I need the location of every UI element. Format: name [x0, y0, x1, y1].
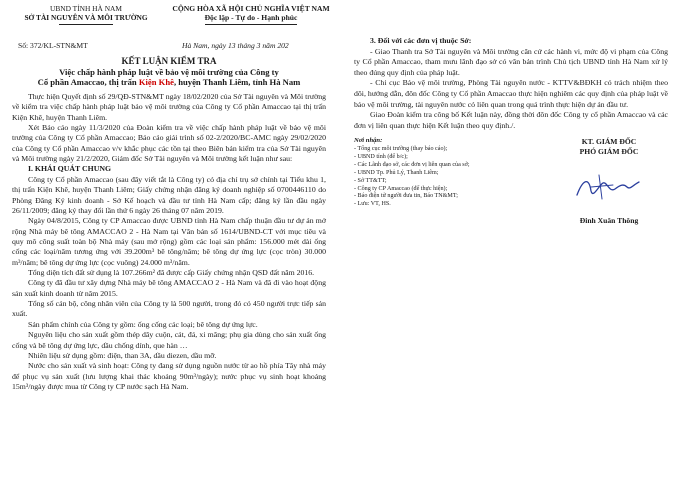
document-date: Hà Nam, ngày 13 tháng 3 năm 202	[182, 41, 289, 50]
signer-name: Đinh Xuân Thông	[579, 215, 639, 225]
recipient-item: - Các Lãnh đạo sở, các đơn vị liên quan của sở;	[354, 161, 470, 168]
document-meta	[12, 40, 326, 54]
paragraph: Giao Đoàn kiểm tra công bố Kết luận này, đồng thời đôn đốc Công ty cổ phần Amaccao và các đơn vị liên quan thực hiện Kết luận theo quy định./.	[354, 110, 668, 130]
signer-title-2: PHÓ GIÁM ĐỐC	[579, 147, 639, 157]
paragraph: Công ty Cổ phần Amaccao (sau đây viết tắt là Công ty) có địa chỉ trụ sở chính tại Tiểu khu 1, thị trấn Kiện Khê, huyện Thanh Liêm; Giấy chứng nhận đăng ký doanh nghiệp số 0700446110 do Phòng Đăng Ký kinh doanh - Sở Kế hoạch và đầu tư tỉnh Hà Nam cấp; đăng ký lần đầu ngày 26/11/2009; đăng ký thay đổi lần thứ 6 ngày 26 tháng 07 năm 2019.	[12, 174, 326, 215]
agency-underline	[59, 24, 113, 25]
document-number: Số: 372/KL-STN&MT	[18, 41, 88, 50]
nation-line-1: CỘNG HÒA XÃ HỘI CHỦ NGHĨA VIỆT NAM	[172, 4, 330, 13]
section-heading: 3. Đối với các đơn vị thuộc Sở:	[370, 36, 472, 45]
recipient-label: Nơi nhận:	[354, 137, 383, 145]
recipient-item: - Sở TT&TT;	[354, 177, 387, 184]
paragraph: Sản phẩm chính của Công ty gồm: ống cống các loại; bê tông dự ứng lực.	[28, 319, 258, 329]
title-line-3-prefix: Cổ phần Amaccao, thị trấn	[37, 77, 139, 88]
signature-block	[354, 137, 668, 297]
paragraph: Tổng diện tích đất sử dụng là 107.266m² đã được cấp Giấy chứng nhận QSD đất năm 2016.	[28, 268, 315, 278]
paragraph: Nhiên liệu sử dụng gồm: điện, than 3A, dầu diezen, dầu mỡ.	[28, 350, 217, 360]
agency-line-1: UBND TỈNH HÀ NAM	[50, 4, 122, 13]
agency-line-2: SỞ TÀI NGUYÊN VÀ MÔI TRƯỜNG	[24, 13, 148, 23]
title-line-1: KẾT LUẬN KIỂM TRA	[121, 56, 217, 66]
paragraph: Công ty đã đầu tư xây dựng Nhà máy bê tông AMACCAO 2 - Hà Nam và đã đi vào hoạt động sản xuất kinh doanh từ năm 2015.	[12, 278, 326, 298]
title-line-3-suffix: , huyện Thanh Liêm, tỉnh Hà Nam	[173, 77, 301, 88]
motto-underline	[205, 24, 297, 25]
body-text-left	[12, 92, 326, 392]
signer	[544, 137, 674, 225]
paragraph: - Chi cục Bảo vệ môi trường, Phòng Tài nguyên nước - KTTV&BĐKH có trách nhiệm theo dõi, hướng dẫn, đôn đốc Công ty Cổ phần Amaccao thực hiện nghiêm các quy định của pháp luật về bảo vệ môi trường, tài nguyên nước có liên quan trong quá trình thực hiện dự án đầu tư.	[354, 78, 668, 109]
section-heading: I. KHÁI QUÁT CHUNG	[28, 164, 112, 174]
recipient-item: - UBND tỉnh (để b/c);	[354, 153, 408, 160]
recipient-item: - Báo điện tử người đưa tin, Báo TN&MT;	[354, 193, 458, 200]
page-right	[340, 0, 680, 497]
paragraph: Thực hiện Quyết định số 29/QĐ-STN&MT ngày 18/02/2020 của Sở Tài nguyên và Môi trường về kiểm tra việc chấp hành pháp luật bảo vệ môi trường của Công ty Cổ phần Amaccao tại thị trấn Kiện Khê, huyện Thanh Liêm.	[12, 91, 326, 122]
paragraph: - Giao Thanh tra Sở Tài nguyên và Môi trường căn cứ các hành vi, mức độ vi phạm của Công ty Cổ phần Amaccao, tham mưu lãnh đạo sở có văn bản trình Chủ tịch UBND tỉnh Hà Nam xử lý theo đúng quy định của pháp luật.	[354, 46, 668, 77]
handwritten-signature-icon	[569, 165, 649, 211]
title-line-2: Việc chấp hành pháp luật về bảo vệ môi trường của Công ty	[59, 66, 279, 77]
paragraph: Nguyên liệu cho sản xuất gồm thép dây cuộn, cát, đá, xi măng; phụ gia dùng cho sản xuất ống cống và bê tông dự ứng lực, dầu chống dính, que hàn …	[12, 330, 326, 350]
recipient-item: - Công ty CP Amaccao (để thực hiện);	[354, 185, 448, 192]
national-motto	[162, 4, 340, 25]
document-title	[12, 56, 326, 88]
document-header	[12, 4, 330, 40]
nation-line-2: Độc lập - Tự do - Hạnh phúc	[204, 13, 298, 23]
recipient-list	[354, 137, 534, 209]
signer-title-1: KT. GIÁM ĐỐC	[581, 137, 637, 147]
recipient-item: - Tổng cục môi trường (thay báo cáo);	[354, 145, 448, 152]
paragraph: Ngày 04/8/2015, Công ty CP Amaccao được UBND tỉnh Hà Nam chấp thuận đầu tư dự án mở rộng Nhà máy bê tông AMACCAO 2 - Hà Nam tại Văn bản số 1614/UBND-CT với mục tiêu và quy mô công suất toàn bộ Nhà máy (sau mở rộng) gồm các loại sản phẩm: 156.000 mét dài ống cống các loại/năm tương ứng với 39.200m³ bê tông/năm; bê tông dự ứng lực (cọc tròn) 30.000 m³/năm; bê tông dự ứng lực (cọc vuông) 24.000 m³/năm.	[12, 216, 326, 267]
paragraph: Xét Báo cáo ngày 11/3/2020 của Đoàn kiểm tra về việc chấp hành pháp luật về bảo vệ môi trường của Công ty Cổ phần Amaccao; Báo cáo giải trình số 02-2/2020/BC-AMC ngày 29/02/2020 của Công ty Cổ phần Amaccao v/v khắc phục các tồn tại theo Biên bản kiểm tra của Sở Tài nguyên và Môi trường ngày 21/2/2020, Giám đốc Sở Tài nguyên và Môi trường kết luận như sau:	[12, 123, 326, 164]
issuing-agency	[12, 4, 160, 25]
title-line-3	[12, 77, 326, 87]
recipient-item: - Lưu: VT, HS.	[354, 201, 391, 208]
paragraph: Nước cho sản xuất và sinh hoạt: Công ty đang sử dụng nguồn nước từ ao hồ phía Tây nhà máy để phục vụ sản xuất (lưu lượng khai thác khoảng 90m³/ngày); nước phục vụ sinh hoạt khoảng 15m³/ngày được mua từ Công ty CP nước sạch Hà Nam.	[12, 361, 326, 391]
paragraph: Tổng số cán bộ, công nhân viên của Công ty là 500 người, trong đó có 450 người trực tiếp sản xuất.	[12, 299, 326, 319]
recipient-item: - UBND Tp. Phủ Lý, Thanh Liêm;	[354, 169, 439, 176]
title-highlight: Kiện Khê	[138, 77, 174, 88]
